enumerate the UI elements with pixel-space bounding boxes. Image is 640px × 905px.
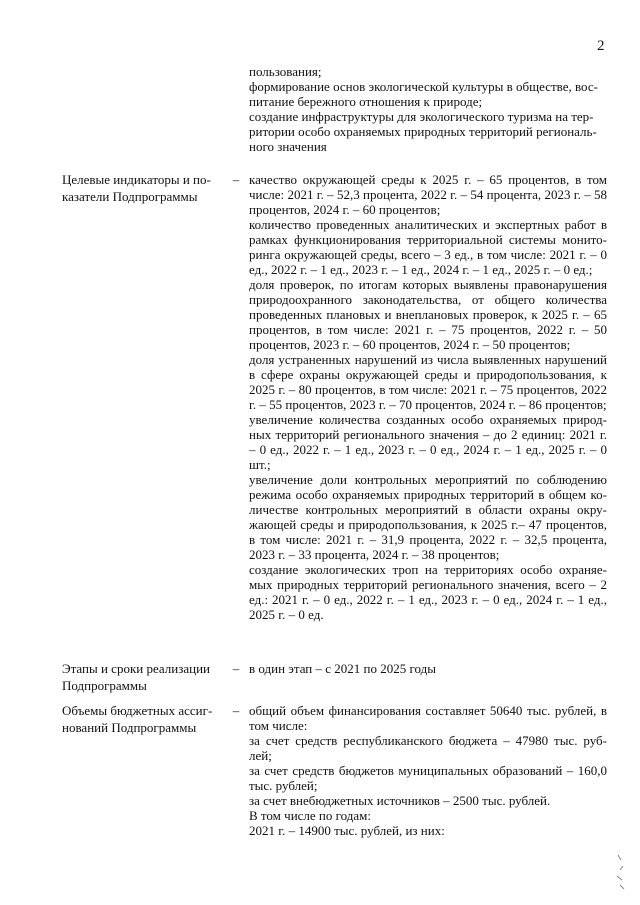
indicator-paragraph: доля проверок, по итогам которых выявлены правонарушения природоохранного законодательства, от общего количества проведенных плановых и внеплановых проверок, к 2025 г. – 65 процентов, в том числе: 2021 г. – 75 процентов, 2022 г. – 50 процентов, 2023 г. – 60 процентов, 2024 г. – 50 процентов; [249,277,607,352]
margin-mark [614,852,628,892]
budget-label: Объемы бюджетных ассиг-нований Подпрограммы [62,703,213,735]
budget-dash: – [232,703,240,718]
intro-text-block [249,64,607,154]
budget-body [249,703,607,838]
page-number: 2 [597,38,605,54]
budget-paragraph: за счет средств бюджетов муниципальных образований – 160,0 тыс. рублей; [249,763,607,793]
indicator-paragraph: создание экологических троп на территориях особо охраняе-мых природных территорий регионального значения, всего – 2 ед.: 2021 г. – 0 ед., 2022 г. – 1 ед., 2023 г. – 0 ед., 2024 г. – 1 ед., 2025 г. – 0 ед. [249,562,607,622]
intro-line: питание бережного отношения к природе; [249,94,483,109]
indicator-paragraph: количество проведенных аналитических и экспертных работ в рамках функционирования территориальной системы монито-ринга окружающей среды, всего – 3 ед., в том числе: 2021 г. – 0 ед., 2022 г. – 1 ед., 2023 г. – 1 ед., 2024 г. – 1 ед., 2025 г. – 0 ед.; [249,217,607,277]
stages-row [62,661,610,695]
budget-paragraph: общий объем финансирования составляет 50640 тыс. рублей, в том числе: [249,703,607,733]
indicator-paragraph: увеличение количества созданных особо охраняемых природ-ных территорий регионального значения – до 2 единиц: 2021 г. – 0 ед., 2022 г. – 1 ед., 2023 г. – 0 ед., 2024 г. – 1 ед., 2025 г. – 0 шт.; [249,412,607,472]
indicators-body [249,172,607,622]
intro-line: пользования; [249,64,322,79]
intro-line: формирование основ экологической культуры в обществе, вос- [249,79,598,94]
intro-line: создание инфраструктуры для экологического туризма на тер- [249,109,594,124]
intro-line: ритории особо охраняемых природных территорий региональ- [249,124,597,139]
indicators-label: Целевые индикаторы и по-казатели Подпрограммы [62,172,211,204]
indicator-paragraph: качество окружающей среды к 2025 г. – 65 процентов, в том числе: 2021 г. – 52,3 процента, 2022 г. – 54 процента, 2023 г. – 58 процентов, 2024 г. – 60 процентов; [249,172,607,217]
indicator-paragraph: доля устраненных нарушений из числа выявленных нарушений в сфере охраны окружающей среды и природопользования, к 2025 г. – 80 процентов, в том числе: 2021 г. – 75 процентов, 2022 г. – 55 процентов, 2023 г. – 70 процентов, 2024 г. – 86 процентов; [249,352,607,412]
stages-label: Этапы и сроки реализации Подпрограммы [62,661,210,693]
stages-body: в один этап – с 2021 по 2025 годы [249,661,436,676]
indicators-dash: – [232,172,240,187]
budget-paragraph: за счет внебюджетных источников – 2500 тыс. рублей. [249,793,551,808]
budget-row [62,703,610,843]
indicators-row [62,172,610,647]
budget-paragraph: 2021 г. – 14900 тыс. рублей, из них: [249,823,445,838]
intro-line: ного значения [249,139,327,154]
indicator-paragraph: увеличение доли контрольных мероприятий по соблюдению режима особо охраняемых природных территорий в общем ко-личестве контрольных мероприятий в области охраны окру-жающей среды и природопользования, к 2025 г.– 47 процентов, в том числе: 2021 г. – 31,9 процента, 2022 г. – 32,5 процента, 2023 г. – 33 процента, 2024 г. – 38 процентов; [249,472,607,562]
budget-paragraph: В том числе по годам: [249,808,371,823]
stages-dash: – [232,661,240,676]
budget-paragraph: за счет средств республиканского бюджета – 47980 тыс. руб-лей; [249,733,607,763]
